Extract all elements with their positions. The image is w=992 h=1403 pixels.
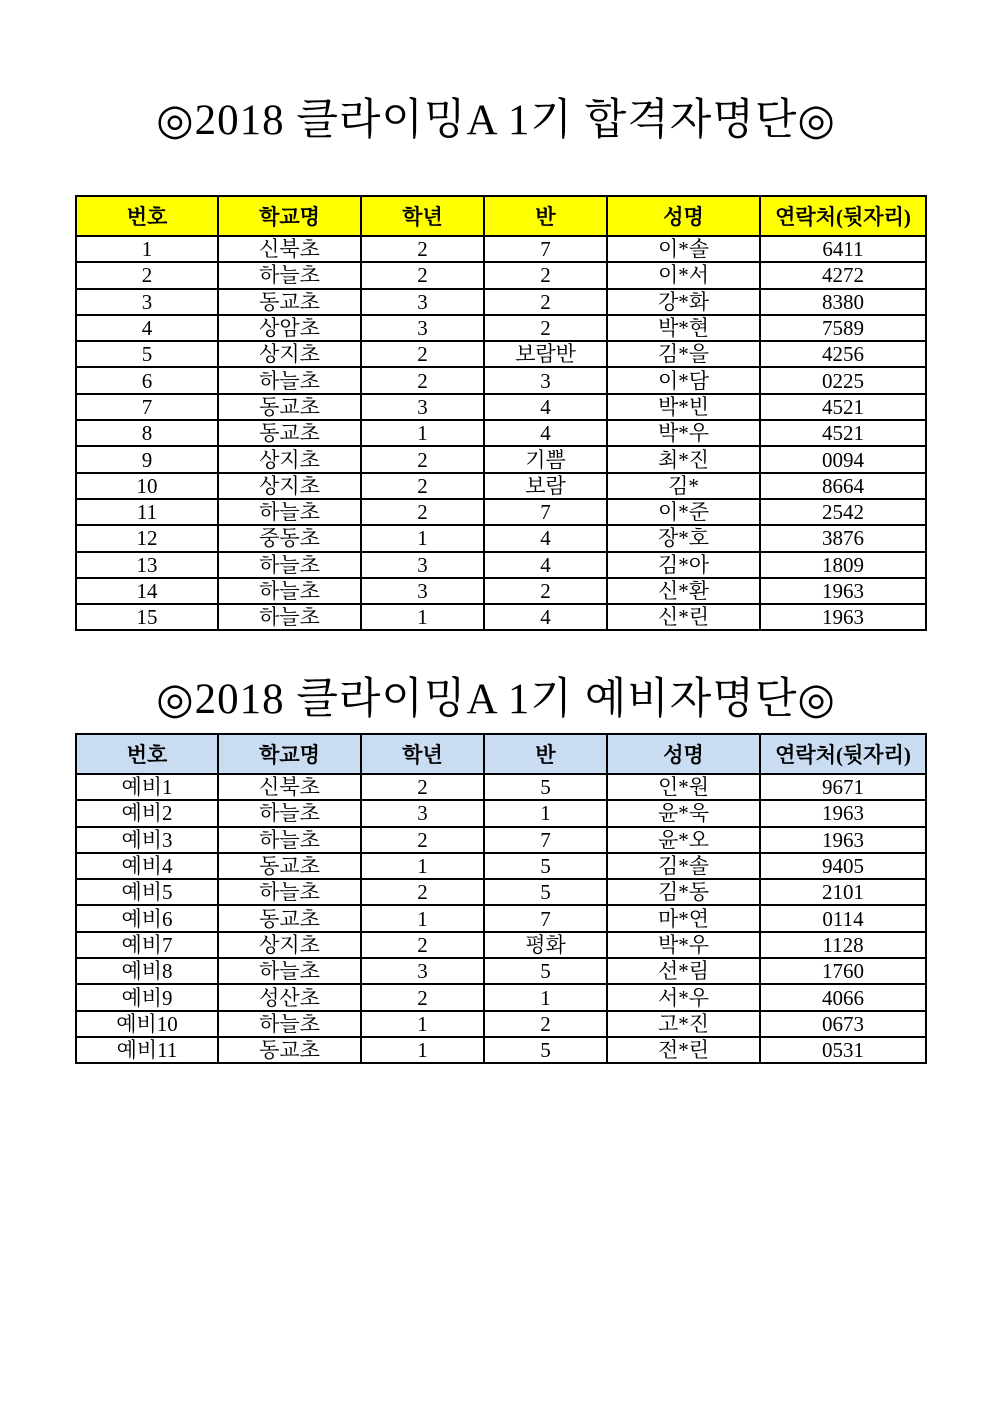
table-cell: 윤*오 — [607, 827, 760, 853]
table-cell: 하늘초 — [218, 1011, 361, 1037]
table-row — [76, 315, 926, 341]
table-cell: 예비10 — [76, 1011, 218, 1037]
table-cell: 동교초 — [218, 1037, 361, 1063]
table-cell: 9 — [76, 446, 218, 472]
table-cell: 3 — [361, 552, 484, 578]
table-row — [76, 394, 926, 420]
pass-list-header-row — [76, 196, 926, 236]
table-cell: 3 — [361, 289, 484, 315]
table-row — [76, 1011, 926, 1037]
column-header: 연락처(뒷자리) — [760, 734, 926, 774]
table-cell: 예비4 — [76, 853, 218, 879]
table-cell: 하늘초 — [218, 604, 361, 630]
table-cell: 전*린 — [607, 1037, 760, 1063]
table-cell: 9405 — [760, 853, 926, 879]
column-header: 연락처(뒷자리) — [760, 196, 926, 236]
table-row — [76, 879, 926, 905]
table-cell: 3 — [361, 800, 484, 826]
waitlist-body — [76, 774, 926, 1063]
table-cell: 상지초 — [218, 341, 361, 367]
table-cell: 신*환 — [607, 578, 760, 604]
table-cell: 4 — [484, 420, 607, 446]
table-cell: 예비5 — [76, 879, 218, 905]
table-cell: 4521 — [760, 420, 926, 446]
pass-list-title: ◎2018 클라이밍A 1기 합격자명단◎ — [156, 97, 836, 144]
table-cell: 1 — [76, 236, 218, 262]
table-cell: 중동초 — [218, 525, 361, 551]
table-cell: 1809 — [760, 552, 926, 578]
table-cell: 2542 — [760, 499, 926, 525]
table-cell: 평화 — [484, 932, 607, 958]
table-cell: 5 — [76, 341, 218, 367]
table-cell: 예비8 — [76, 958, 218, 984]
table-cell: 1128 — [760, 932, 926, 958]
waitlist-title: ◎2018 클라이밍A 1기 예비자명단◎ — [156, 676, 836, 723]
table-cell: 예비1 — [76, 774, 218, 800]
table-cell: 12 — [76, 525, 218, 551]
table-cell: 0094 — [760, 446, 926, 472]
table-cell: 5 — [484, 879, 607, 905]
table-cell: 13 — [76, 552, 218, 578]
table-cell: 1 — [361, 525, 484, 551]
table-cell: 4 — [76, 315, 218, 341]
table-cell: 2 — [361, 367, 484, 393]
table-row — [76, 446, 926, 472]
column-header: 학교명 — [218, 196, 361, 236]
table-cell: 10 — [76, 473, 218, 499]
table-cell: 4066 — [760, 984, 926, 1010]
table-cell: 2 — [361, 473, 484, 499]
table-cell: 7 — [484, 827, 607, 853]
table-cell: 이*서 — [607, 262, 760, 288]
table-cell: 예비6 — [76, 905, 218, 931]
table-cell: 2 — [484, 315, 607, 341]
table-cell: 동교초 — [218, 905, 361, 931]
table-cell: 2 — [361, 984, 484, 1010]
table-cell: 8 — [76, 420, 218, 446]
table-cell: 1 — [361, 853, 484, 879]
table-cell: 1 — [484, 984, 607, 1010]
table-cell: 인*원 — [607, 774, 760, 800]
table-cell: 김* — [607, 473, 760, 499]
table-row — [76, 578, 926, 604]
table-cell: 4 — [484, 552, 607, 578]
table-cell: 8380 — [760, 289, 926, 315]
table-cell: 7 — [484, 236, 607, 262]
table-cell: 7 — [76, 394, 218, 420]
table-cell: 14 — [76, 578, 218, 604]
table-cell: 4521 — [760, 394, 926, 420]
table-cell: 2 — [484, 578, 607, 604]
column-header: 성명 — [607, 734, 760, 774]
table-cell: 1 — [361, 1037, 484, 1063]
table-cell: 1 — [361, 604, 484, 630]
table-row — [76, 473, 926, 499]
table-cell: 1 — [361, 905, 484, 931]
column-header: 성명 — [607, 196, 760, 236]
table-cell: 예비3 — [76, 827, 218, 853]
table-cell: 동교초 — [218, 853, 361, 879]
table-row — [76, 367, 926, 393]
table-cell: 박*우 — [607, 932, 760, 958]
table-cell: 2 — [361, 446, 484, 472]
table-cell: 신*린 — [607, 604, 760, 630]
table-cell: 보람 — [484, 473, 607, 499]
column-header: 학교명 — [218, 734, 361, 774]
table-cell: 4 — [484, 394, 607, 420]
table-cell: 하늘초 — [218, 262, 361, 288]
table-cell: 박*빈 — [607, 394, 760, 420]
column-header: 반 — [484, 196, 607, 236]
table-cell: 5 — [484, 958, 607, 984]
table-cell: 3876 — [760, 525, 926, 551]
table-cell: 5 — [484, 853, 607, 879]
column-header: 반 — [484, 734, 607, 774]
column-header: 학년 — [361, 196, 484, 236]
table-cell: 김*을 — [607, 341, 760, 367]
table-cell: 2 — [361, 827, 484, 853]
table-cell: 2 — [484, 289, 607, 315]
table-cell: 강*화 — [607, 289, 760, 315]
table-cell: 최*진 — [607, 446, 760, 472]
table-cell: 동교초 — [218, 289, 361, 315]
table-cell: 4 — [484, 525, 607, 551]
table-cell: 상지초 — [218, 446, 361, 472]
table-cell: 상지초 — [218, 932, 361, 958]
table-cell: 4 — [484, 604, 607, 630]
table-row — [76, 932, 926, 958]
table-cell: 마*연 — [607, 905, 760, 931]
table-cell: 2 — [361, 499, 484, 525]
table-cell: 8664 — [760, 473, 926, 499]
table-cell: 예비7 — [76, 932, 218, 958]
table-cell: 2 — [361, 341, 484, 367]
waitlist-header-row — [76, 734, 926, 774]
table-cell: 3 — [361, 315, 484, 341]
table-row — [76, 853, 926, 879]
table-cell: 선*림 — [607, 958, 760, 984]
table-cell: 3 — [361, 578, 484, 604]
table-row — [76, 774, 926, 800]
table-cell: 0225 — [760, 367, 926, 393]
table-cell: 보람반 — [484, 341, 607, 367]
table-cell: 김*동 — [607, 879, 760, 905]
table-cell: 동교초 — [218, 420, 361, 446]
table-cell: 예비2 — [76, 800, 218, 826]
table-cell: 하늘초 — [218, 879, 361, 905]
table-cell: 박*현 — [607, 315, 760, 341]
table-cell: 1963 — [760, 578, 926, 604]
table-cell: 4272 — [760, 262, 926, 288]
column-header: 번호 — [76, 734, 218, 774]
table-cell: 0114 — [760, 905, 926, 931]
table-row — [76, 341, 926, 367]
table-row — [76, 499, 926, 525]
column-header: 학년 — [361, 734, 484, 774]
table-cell: 5 — [484, 1037, 607, 1063]
table-cell: 11 — [76, 499, 218, 525]
table-cell: 1 — [484, 800, 607, 826]
pass-list-body — [76, 236, 926, 630]
table-cell: 5 — [484, 774, 607, 800]
table-row — [76, 236, 926, 262]
table-row — [76, 958, 926, 984]
table-cell: 상지초 — [218, 473, 361, 499]
table-row — [76, 420, 926, 446]
table-cell: 2 — [361, 236, 484, 262]
table-cell: 기쁨 — [484, 446, 607, 472]
table-cell: 2 — [361, 774, 484, 800]
table-cell: 3 — [361, 394, 484, 420]
header-row — [76, 734, 926, 774]
table-row — [76, 800, 926, 826]
table-row — [76, 552, 926, 578]
header-row — [76, 196, 926, 236]
table-row — [76, 525, 926, 551]
table-cell: 하늘초 — [218, 958, 361, 984]
table-cell: 고*진 — [607, 1011, 760, 1037]
table-cell: 이*준 — [607, 499, 760, 525]
table-row — [76, 262, 926, 288]
table-cell: 장*호 — [607, 525, 760, 551]
table-cell: 박*우 — [607, 420, 760, 446]
table-cell: 6 — [76, 367, 218, 393]
table-cell: 김*아 — [607, 552, 760, 578]
column-header: 번호 — [76, 196, 218, 236]
table-cell: 7589 — [760, 315, 926, 341]
table-cell: 윤*욱 — [607, 800, 760, 826]
table-row — [76, 1037, 926, 1063]
table-cell: 2101 — [760, 879, 926, 905]
table-cell: 성산초 — [218, 984, 361, 1010]
table-cell: 6411 — [760, 236, 926, 262]
table-cell: 하늘초 — [218, 367, 361, 393]
pass-list-table — [75, 195, 927, 631]
table-cell: 2 — [76, 262, 218, 288]
table-row — [76, 905, 926, 931]
table-cell: 1963 — [760, 800, 926, 826]
waitlist-table — [75, 733, 927, 1064]
table-cell: 2 — [484, 262, 607, 288]
table-cell: 2 — [361, 262, 484, 288]
table-cell: 15 — [76, 604, 218, 630]
table-cell: 신북초 — [218, 774, 361, 800]
table-cell: 동교초 — [218, 394, 361, 420]
table-cell: 2 — [484, 1011, 607, 1037]
table-cell: 2 — [361, 879, 484, 905]
table-cell: 이*솔 — [607, 236, 760, 262]
table-cell: 1 — [361, 420, 484, 446]
table-cell: 4256 — [760, 341, 926, 367]
table-cell: 9671 — [760, 774, 926, 800]
table-cell: 1 — [361, 1011, 484, 1037]
table-cell: 예비9 — [76, 984, 218, 1010]
table-row — [76, 827, 926, 853]
table-cell: 하늘초 — [218, 578, 361, 604]
table-cell: 3 — [361, 958, 484, 984]
table-cell: 이*담 — [607, 367, 760, 393]
table-cell: 1963 — [760, 604, 926, 630]
table-cell: 0673 — [760, 1011, 926, 1037]
table-cell: 서*우 — [607, 984, 760, 1010]
table-cell: 7 — [484, 905, 607, 931]
table-cell: 하늘초 — [218, 827, 361, 853]
table-cell: 1760 — [760, 958, 926, 984]
table-cell: 2 — [361, 932, 484, 958]
table-cell: 7 — [484, 499, 607, 525]
table-cell: 하늘초 — [218, 552, 361, 578]
table-cell: 상암초 — [218, 315, 361, 341]
table-cell: 신북초 — [218, 236, 361, 262]
table-cell: 김*솔 — [607, 853, 760, 879]
table-row — [76, 604, 926, 630]
table-row — [76, 289, 926, 315]
table-cell: 예비11 — [76, 1037, 218, 1063]
table-cell: 하늘초 — [218, 800, 361, 826]
table-cell: 1963 — [760, 827, 926, 853]
table-row — [76, 984, 926, 1010]
table-cell: 3 — [484, 367, 607, 393]
table-cell: 0531 — [760, 1037, 926, 1063]
table-cell: 하늘초 — [218, 499, 361, 525]
table-cell: 3 — [76, 289, 218, 315]
